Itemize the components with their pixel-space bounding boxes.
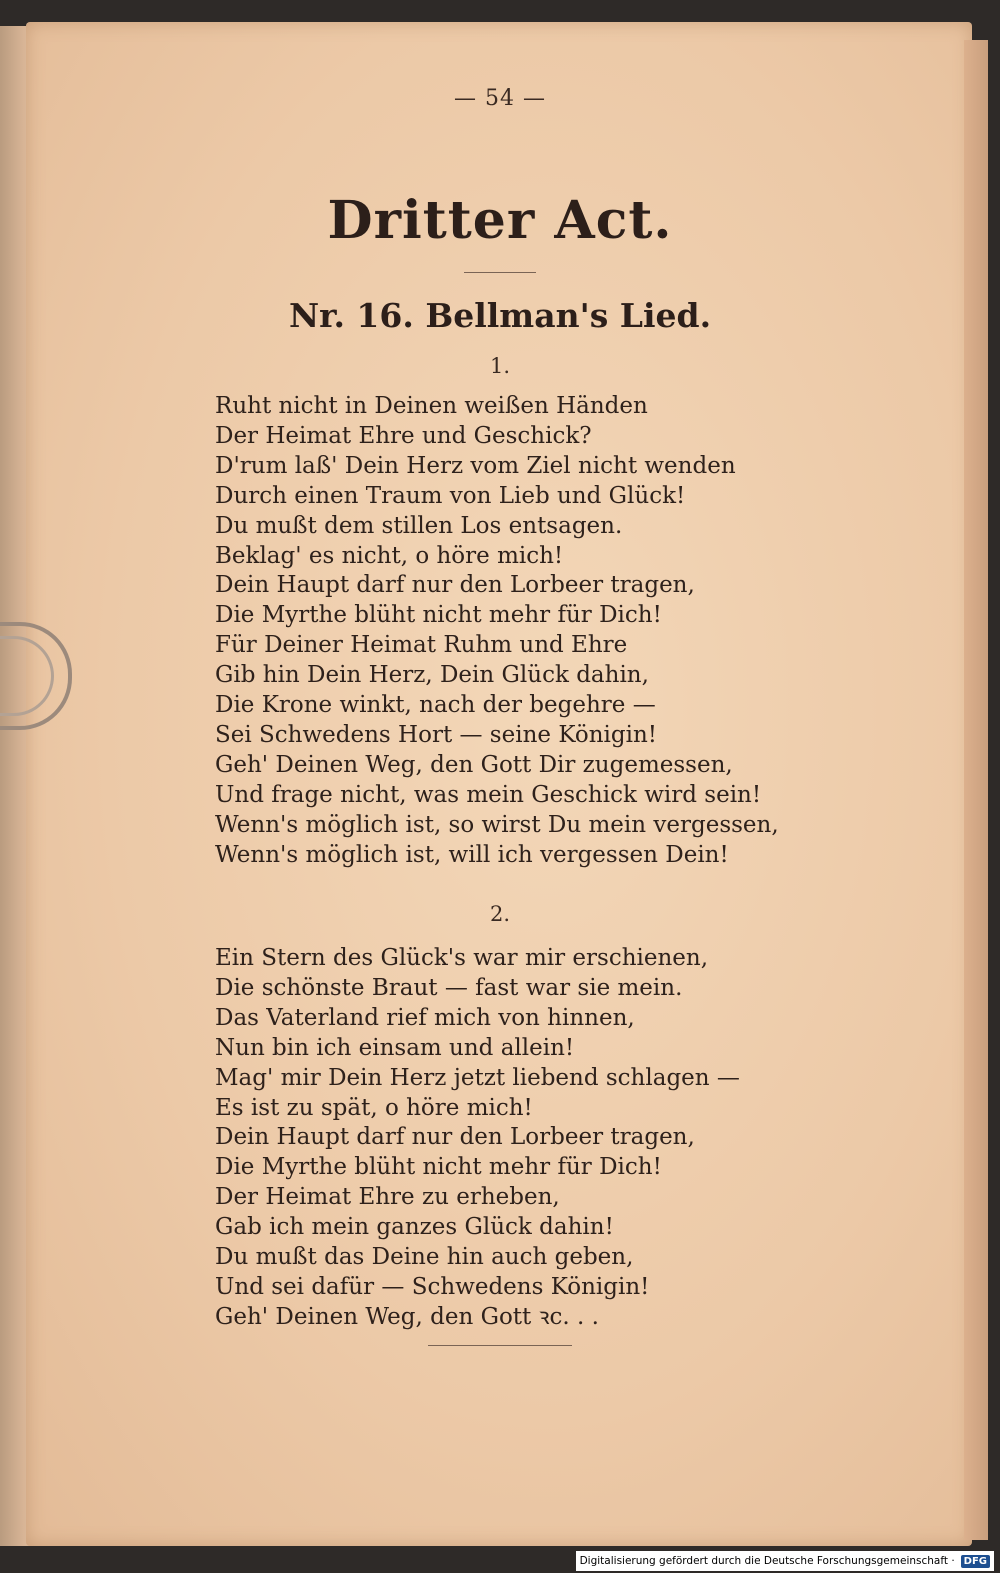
verse-line: Sei Schwedens Hort — seine Königin! (215, 721, 658, 748)
page-number: — 54 — (454, 86, 546, 111)
verse-line: Die schönste Braut — fast war sie mein. (215, 974, 683, 1001)
verse-line: Die Myrthe blüht nicht mehr für Dich! (215, 1154, 662, 1181)
verse-line: Der Heimat Ehre und Geschick? (215, 422, 592, 449)
page-right-edge (964, 40, 988, 1540)
verse-line: Gab ich mein ganzes Glück dahin! (215, 1214, 614, 1241)
stanza-number-2: 2. (489, 902, 511, 926)
act-title: Dritter Act. (327, 190, 673, 251)
verse-line: Der Heimat Ehre zu erheben, (215, 1184, 560, 1211)
divider-rule-bottom (428, 1345, 572, 1346)
verse-line: Dein Haupt darf nur den Lorbeer tragen, (215, 1124, 695, 1151)
verse-line: Geh' Deinen Weg, den Gott Dir zugemessen, (215, 751, 733, 778)
verse-line: Die Krone winkt, nach der begehre — (215, 692, 656, 719)
verse-line: Beklag' es nicht, o höre mich! (215, 542, 564, 569)
verse-line: Das Vaterland rief mich von hinnen, (215, 1004, 635, 1031)
verse-line: Wenn's möglich ist, will ich vergessen Dein! (215, 841, 729, 868)
verse-line: Wenn's möglich ist, so wirst Du mein vergessen, (215, 811, 779, 838)
dfg-logo: DFG (961, 1555, 990, 1568)
verse-line: Du mußt dem stillen Los entsagen. (215, 512, 623, 539)
verse-line: Für Deiner Heimat Ruhm und Ehre (215, 632, 628, 659)
stanza-1 (215, 392, 779, 871)
verse-line: Dein Haupt darf nur den Lorbeer tragen, (215, 572, 695, 599)
digitization-credit (576, 1551, 994, 1571)
verse-line: Du mußt das Deine hin auch geben, (215, 1244, 634, 1271)
credit-text: Digitalisierung gefördert durch die Deutsche Forschungsgemeinschaft · (579, 1555, 955, 1567)
verse-line: Gib hin Dein Herz, Dein Glück dahin, (215, 662, 649, 689)
song-title: Nr. 16. Bellman's Lied. (288, 296, 712, 335)
verse-line: Mag' mir Dein Herz jetzt liebend schlagen — (215, 1064, 740, 1091)
verse-line: D'rum laß' Dein Herz vom Ziel nicht wenden (215, 452, 736, 479)
verse-line: Ruht nicht in Deinen weißen Händen (215, 393, 648, 419)
verse-line: Und sei dafür — Schwedens Königin! (215, 1273, 650, 1300)
divider-rule-top (464, 272, 536, 273)
verse-line: Die Myrthe blüht nicht mehr für Dich! (215, 602, 662, 629)
verse-line: Nun bin ich einsam und allein! (215, 1034, 575, 1061)
stanza-number-1: 1. (489, 354, 511, 378)
verse-line: Geh' Deinen Weg, den Gott ꝛc. . . (215, 1303, 599, 1330)
verse-line: Durch einen Traum von Lieb und Glück! (215, 482, 686, 509)
stanza-2 (215, 944, 775, 1333)
verse-line: Und frage nicht, was mein Geschick wird sein! (215, 781, 762, 808)
verse-line: Es ist zu spät, o höre mich! (215, 1094, 533, 1121)
verse-line: Ein Stern des Glück's war mir erschienen, (215, 945, 709, 971)
